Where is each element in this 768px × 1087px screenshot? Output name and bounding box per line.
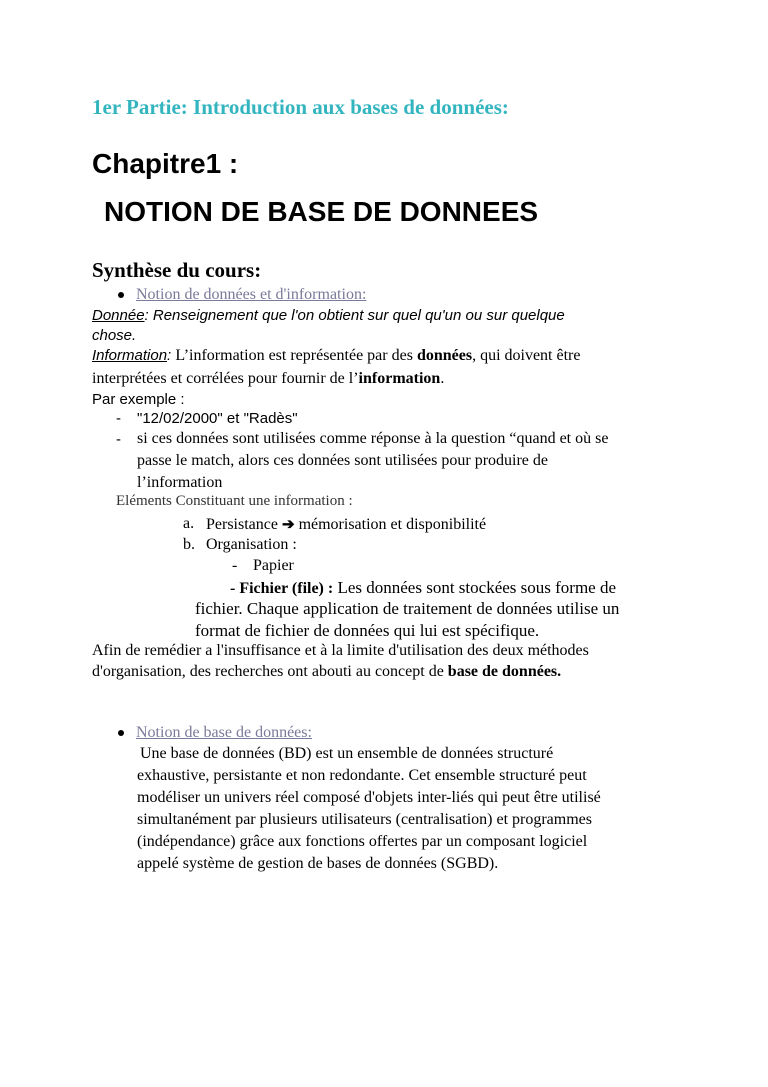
fichier-label: - Fichier (file) : [230, 580, 334, 597]
donnee-line1 [92, 307, 565, 324]
part-title: 1er Partie: Introduction aux bases de données: [92, 95, 509, 119]
info-def-a: L’information est représentée par des [175, 347, 417, 364]
donnee-term: Donnée [92, 307, 145, 324]
example-2-line1: si ces données sont utilisées comme réponse à la question “quand et où se [137, 430, 609, 447]
section1-heading-text: Notion de données et d'information: [136, 286, 367, 303]
example-2-line2: passe le match, alors ces données sont utilisées pour produire de [137, 452, 548, 469]
info-line2-bold: information [358, 370, 441, 387]
bullet-icon [118, 730, 124, 736]
section2-line: appelé système de gestion de bases de données (SGBD). [137, 855, 499, 872]
afin-line1: Afin de remédier a l'insuffisance et à la limite d'utilisation des deux méthodes [92, 642, 589, 659]
info-line2 [92, 370, 444, 388]
elements-label: Eléments Constituant une information : [116, 493, 353, 509]
ex2-dash: - [116, 431, 121, 448]
item-a-label: a. [183, 515, 195, 532]
exemple-label: Par exemple : [92, 391, 185, 408]
info-line1 [92, 347, 580, 365]
info-colon: : [167, 347, 176, 364]
section2-heading-text: Notion de base de données: [136, 724, 312, 741]
fichier-line3: format de fichier de données qui lui est spécifique. [195, 621, 540, 640]
afin-line2-bold: base de données. [447, 663, 562, 680]
item-a-text: Persistance [206, 516, 278, 533]
chapter-title: Chapitre1 : [92, 148, 239, 179]
info-def-c: , qui doivent être [472, 347, 581, 364]
donnee-line2: chose. [92, 327, 137, 344]
example-1: "12/02/2000" et "Radès" [137, 410, 298, 427]
item-a-rest: mémorisation et disponibilité [298, 516, 487, 533]
fichier-line2: fichier. Chaque application de traitement de données utilise un [195, 599, 620, 618]
info-term: Information [92, 347, 168, 364]
synthese-title: Synthèse du cours: [92, 258, 262, 282]
section2-line: modéliser un univers réel composé d'objets inter-liés qui peut être utilisé [137, 789, 601, 806]
info-line2-a: interprétées et corrélées pour fournir de l’ [92, 370, 359, 387]
bullet-icon [118, 292, 124, 298]
item-b-label: b. [183, 536, 195, 553]
section2-line: simultanément par plusieurs utilisateurs (centralisation) et programmes [137, 811, 592, 828]
section1-heading [118, 286, 366, 304]
afin-line2 [92, 663, 561, 681]
section2-line: exhaustive, persistante et non redondante. Cet ensemble structuré peut [137, 767, 587, 784]
example-2-line3: l’information [137, 474, 223, 491]
section2-heading [118, 724, 312, 742]
ex1-dash: - [116, 410, 121, 427]
section2-line: Une base de données (BD) est un ensemble de données structuré [140, 745, 554, 762]
afin-line2-a: d'organisation, des recherches ont abouti au concept de [92, 663, 448, 680]
papier-dash: - [232, 557, 238, 574]
info-line2-c: . [440, 370, 445, 387]
section2-line: (indépendance) grâce aux fonctions offertes par un composant logiciel [137, 833, 588, 850]
item-a [206, 515, 486, 534]
fichier-line1 [230, 578, 616, 598]
fichier-text1: Les données sont stockées sous forme de [333, 578, 617, 597]
papier-text: Papier [253, 557, 294, 574]
arrow-right-icon: ➔ [281, 516, 295, 533]
donnee-def: : Renseignement que l'on obtient sur quel qu'un ou sur quelque [144, 307, 565, 324]
item-b-text: Organisation : [206, 536, 297, 553]
info-def-bold: données [416, 347, 473, 364]
notion-title: NOTION DE BASE DE DONNEES [104, 196, 539, 227]
